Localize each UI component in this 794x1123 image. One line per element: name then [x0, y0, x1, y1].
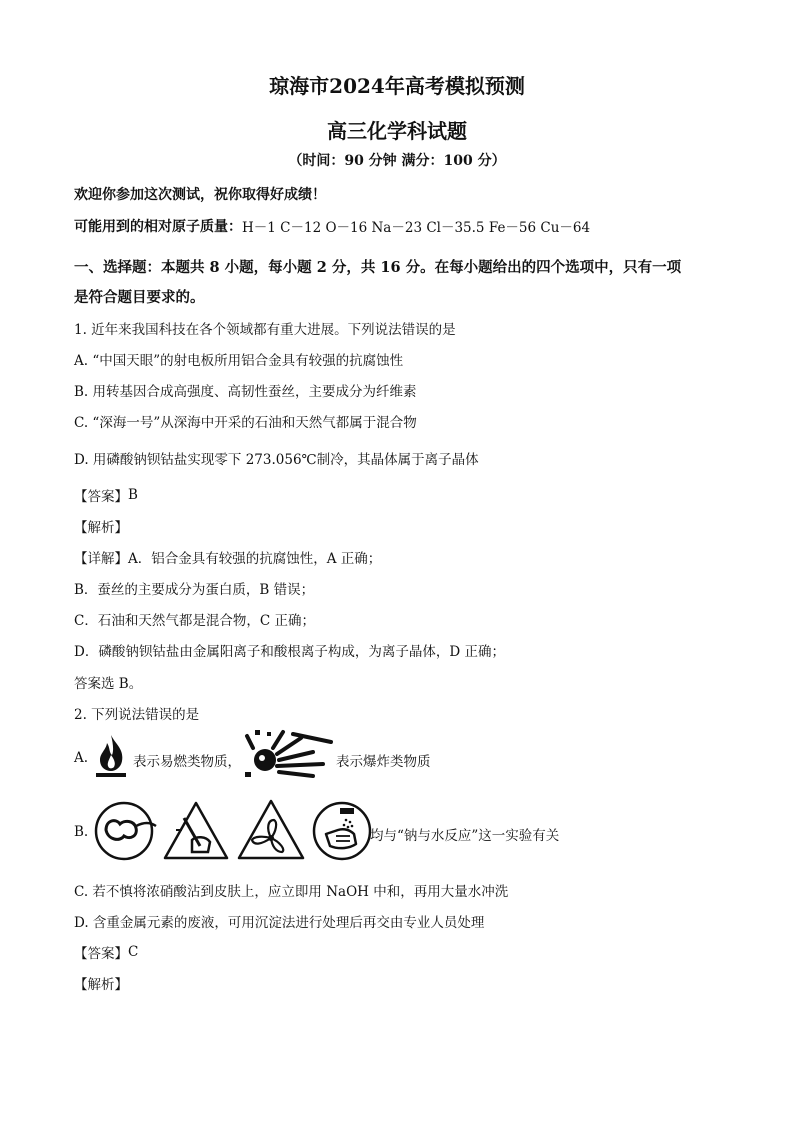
- q1-detail-c: C．石油和天然气都是混合物，C 正确；: [74, 613, 315, 629]
- explosive-icon: [243, 728, 335, 780]
- knife-icon: [162, 800, 230, 862]
- exam-title: 琼海市2024年高考模拟预测: [269, 74, 525, 98]
- q1-stem: 1. 近年来我国科技在各个领域都有重大进展。下列说法错误的是: [74, 322, 456, 338]
- q1-option-c: C. “深海一号”从深海中开采的石油和天然气都属于混合物: [74, 415, 417, 431]
- section-heading-line1: 一、选择题：本题共 8 小题，每小题 2 分，共 16 分。在每小题给出的四个选项中，只有一项: [74, 259, 682, 276]
- welcome-line: 欢迎你参加这次测试，祝你取得好成绩！: [74, 187, 326, 203]
- q1-option-b: B. 用转基因合成高强度、高韧性蚕丝，主要成分为纤维素: [74, 384, 417, 400]
- section-heading-line2: 是符合题目要求的。: [74, 289, 205, 306]
- hand-wash-icon: [310, 800, 374, 862]
- q2-stem: 2. 下列说法错误的是: [74, 707, 200, 723]
- answer-value: B: [128, 487, 138, 503]
- q1-conclusion: 答案选 B。: [74, 676, 143, 692]
- atomic-mass-values: H－1 C－12 O－16 Na－23 Cl－35.5 Fe－56 Cu－64: [242, 220, 591, 236]
- answer-value: C: [128, 944, 139, 960]
- flammable-icon: [92, 733, 130, 779]
- q2-option-d: D. 含重金属元素的废液，可用沉淀法进行处理后再交由专业人员处理: [74, 915, 485, 931]
- fan-icon: [236, 798, 306, 862]
- exam-meta: （时间：90 分钟 满分：100 分）: [288, 153, 506, 169]
- detail-a-text: A．铝合金具有较强的抗腐蚀性，A 正确；: [128, 551, 382, 567]
- q1-detail-d: D．磷酸钠钡钴盐由金属阳离子和酸根离子构成，为离子晶体，D 正确；: [74, 644, 505, 660]
- answer-label: 【答案】: [74, 489, 128, 505]
- q2-option-b-prefix: B.: [74, 824, 89, 840]
- q1-option-d: D. 用磷酸钠钡钴盐实现零下 273.056℃制冷，其晶体属于离子晶体: [74, 452, 479, 468]
- goggles-icon: [94, 800, 160, 862]
- q2-option-b-end: 均与“钠与水反应”这一实验有关: [370, 828, 560, 844]
- q1-detail-b: B．蚕丝的主要成分为蛋白质，B 错误；: [74, 582, 315, 598]
- q2-option-a-prefix: A.: [74, 750, 89, 766]
- q2-option-c: C. 若不慎将浓硝酸沾到皮肤上，应立即用 NaOH 中和，再用大量水冲洗: [74, 884, 509, 900]
- q1-analysis-label: 【解析】: [74, 520, 128, 536]
- detail-label: 【详解】: [74, 551, 128, 567]
- q2-answer: [74, 942, 138, 962]
- atomic-mass-line: [74, 216, 590, 236]
- q1-answer: [74, 485, 138, 505]
- q2-option-a-end: 表示爆炸类物质: [336, 754, 431, 770]
- answer-label: 【答案】: [74, 946, 128, 962]
- atomic-mass-label: 可能用到的相对原子质量：: [74, 219, 242, 235]
- q2-analysis-label: 【解析】: [74, 977, 128, 993]
- exam-subject: 高三化学科试题: [327, 119, 467, 143]
- q2-option-a-mid: 表示易燃类物质，: [133, 754, 241, 770]
- q1-detail-a: [74, 547, 381, 567]
- q1-option-a: A. “中国天眼”的射电板所用铝合金具有较强的抗腐蚀性: [74, 353, 404, 369]
